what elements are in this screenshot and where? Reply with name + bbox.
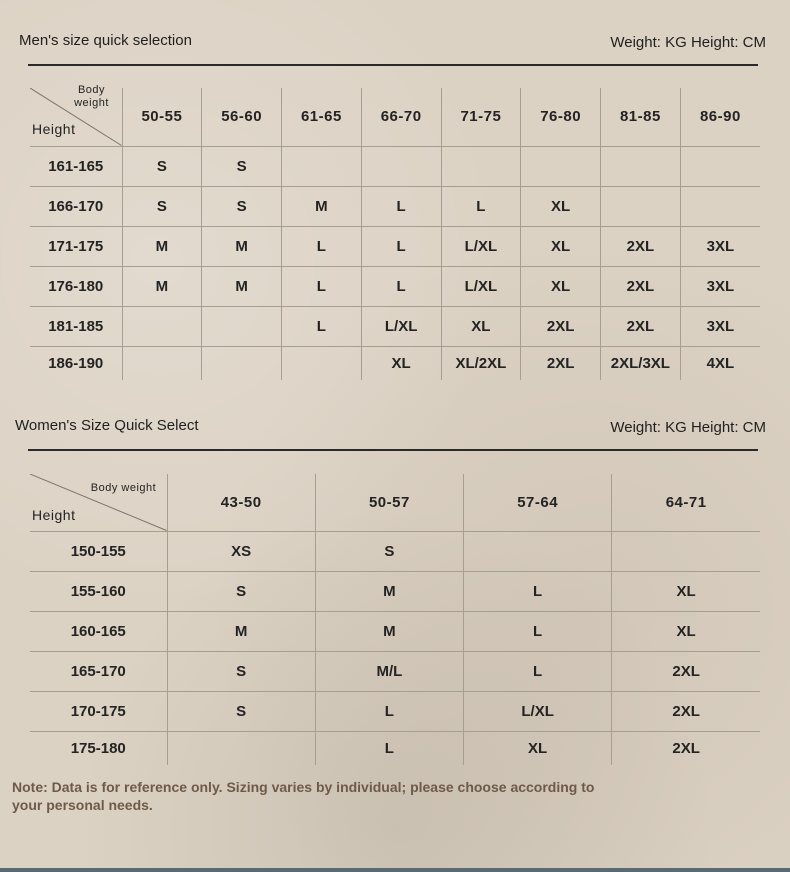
size-cell: XL xyxy=(441,306,521,346)
size-cell: S xyxy=(167,571,315,611)
size-cell: L xyxy=(282,226,362,266)
table-row xyxy=(30,226,760,266)
height-range: 176-180 xyxy=(30,266,122,306)
table-row xyxy=(30,731,760,765)
size-cell: 2XL xyxy=(601,306,681,346)
size-cell: L xyxy=(361,226,441,266)
weight-header: 64-71 xyxy=(612,474,760,531)
size-cell: M xyxy=(122,226,202,266)
table-row xyxy=(30,266,760,306)
size-cell: L xyxy=(282,266,362,306)
size-cell: M xyxy=(202,266,282,306)
size-cell xyxy=(282,346,362,380)
size-cell xyxy=(521,146,601,186)
size-cell: S xyxy=(315,531,463,571)
womens-rule xyxy=(28,449,758,451)
table-row xyxy=(30,346,760,380)
corner-height-label: Height xyxy=(32,121,76,137)
size-cell: S xyxy=(202,186,282,226)
table-row xyxy=(30,651,760,691)
weight-header: 66-70 xyxy=(361,88,441,146)
size-cell: L/XL xyxy=(441,226,521,266)
size-cell: L/XL xyxy=(361,306,441,346)
size-cell: L xyxy=(464,611,612,651)
size-cell: L xyxy=(282,306,362,346)
size-cell: S xyxy=(167,651,315,691)
height-range: 161-165 xyxy=(30,146,122,186)
size-cell: M xyxy=(167,611,315,651)
weight-header: 50-57 xyxy=(315,474,463,531)
size-cell xyxy=(601,186,681,226)
height-range: 170-175 xyxy=(30,691,167,731)
size-cell: M xyxy=(282,186,362,226)
size-cell: 4XL xyxy=(680,346,760,380)
size-cell: L/XL xyxy=(441,266,521,306)
size-cell: 2XL/3XL xyxy=(601,346,681,380)
size-cell: M xyxy=(122,266,202,306)
height-range: 171-175 xyxy=(30,226,122,266)
bottom-border xyxy=(0,868,790,872)
size-cell: XL xyxy=(521,186,601,226)
corner-weight-label: Body weight xyxy=(90,482,157,494)
reference-note: Note: Data is for reference only. Sizing varies by individual; please choose according to your personal needs. xyxy=(12,779,595,813)
size-cell: L/XL xyxy=(464,691,612,731)
size-cell: M xyxy=(315,611,463,651)
weight-header: 50-55 xyxy=(122,88,202,146)
size-cell: M/L xyxy=(315,651,463,691)
size-cell: S xyxy=(122,186,202,226)
corner-weight-label: Body weight xyxy=(74,84,109,109)
size-cell: L xyxy=(441,186,521,226)
size-cell xyxy=(680,146,760,186)
table-row xyxy=(30,611,760,651)
size-cell: 2XL xyxy=(601,226,681,266)
size-cell: L xyxy=(464,651,612,691)
size-cell: 2XL xyxy=(612,691,760,731)
mens-size-table xyxy=(30,84,760,380)
size-cell: L xyxy=(464,571,612,611)
womens-size-table xyxy=(30,474,760,765)
size-cell xyxy=(361,146,441,186)
size-cell: 3XL xyxy=(680,266,760,306)
size-cell xyxy=(441,146,521,186)
womens-title: Women's Size Quick Select xyxy=(15,417,199,434)
mens-rule xyxy=(28,64,758,66)
table-row xyxy=(30,146,760,186)
size-cell: M xyxy=(315,571,463,611)
size-cell: S xyxy=(167,691,315,731)
size-cell xyxy=(601,146,681,186)
weight-header: 43-50 xyxy=(167,474,315,531)
weight-header: 76-80 xyxy=(521,88,601,146)
mens-corner-header xyxy=(30,84,122,146)
size-cell: 2XL xyxy=(612,651,760,691)
womens-corner-header xyxy=(30,474,167,531)
size-cell xyxy=(122,306,202,346)
size-cell xyxy=(122,346,202,380)
size-cell: XL xyxy=(361,346,441,380)
size-cell: XL xyxy=(521,226,601,266)
size-cell: XL xyxy=(464,731,612,765)
size-cell: 2XL xyxy=(521,346,601,380)
weight-header: 57-64 xyxy=(464,474,612,531)
size-cell: XL/2XL xyxy=(441,346,521,380)
size-cell xyxy=(202,306,282,346)
size-cell xyxy=(167,731,315,765)
height-range: 165-170 xyxy=(30,651,167,691)
size-cell: 2XL xyxy=(612,731,760,765)
height-range: 150-155 xyxy=(30,531,167,571)
size-cell xyxy=(464,531,612,571)
size-cell: 3XL xyxy=(680,306,760,346)
weight-header: 71-75 xyxy=(441,88,521,146)
size-cell xyxy=(680,186,760,226)
size-cell: S xyxy=(122,146,202,186)
womens-units: Weight: KG Height: CM xyxy=(610,419,766,436)
size-cell: XS xyxy=(167,531,315,571)
size-cell: XL xyxy=(521,266,601,306)
size-cell xyxy=(282,146,362,186)
height-range: 175-180 xyxy=(30,731,167,765)
table-row xyxy=(30,531,760,571)
height-range: 181-185 xyxy=(30,306,122,346)
corner-height-label: Height xyxy=(32,507,76,523)
weight-header: 56-60 xyxy=(202,88,282,146)
size-cell: XL xyxy=(612,611,760,651)
height-range: 166-170 xyxy=(30,186,122,226)
size-cell: 2XL xyxy=(521,306,601,346)
mens-title: Men's size quick selection xyxy=(19,32,192,49)
size-cell: 3XL xyxy=(680,226,760,266)
size-cell: XL xyxy=(612,571,760,611)
table-row xyxy=(30,186,760,226)
weight-header: 86-90 xyxy=(680,88,760,146)
size-cell: M xyxy=(202,226,282,266)
table-row xyxy=(30,691,760,731)
weight-header: 81-85 xyxy=(601,88,681,146)
size-cell: L xyxy=(361,266,441,306)
size-cell: L xyxy=(361,186,441,226)
table-row xyxy=(30,306,760,346)
height-range: 186-190 xyxy=(30,346,122,380)
size-cell xyxy=(202,346,282,380)
table-row xyxy=(30,571,760,611)
height-range: 160-165 xyxy=(30,611,167,651)
size-cell: L xyxy=(315,691,463,731)
height-range: 155-160 xyxy=(30,571,167,611)
mens-units: Weight: KG Height: CM xyxy=(610,34,766,51)
size-cell: S xyxy=(202,146,282,186)
size-cell xyxy=(612,531,760,571)
size-cell: 2XL xyxy=(601,266,681,306)
weight-header: 61-65 xyxy=(282,88,362,146)
size-cell: L xyxy=(315,731,463,765)
